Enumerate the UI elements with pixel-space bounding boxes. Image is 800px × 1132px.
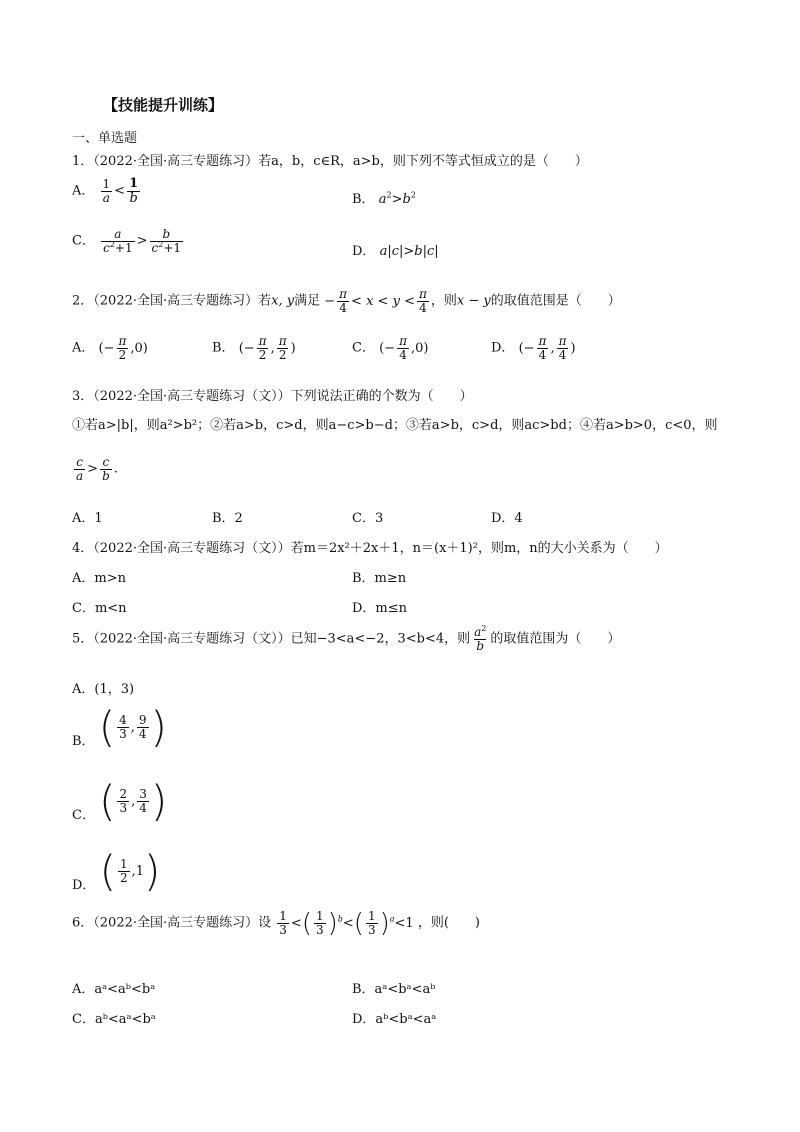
option-label: C． [72, 807, 95, 823]
q2-optA-expr: (− $\frac{\pi}{2}$ ,0) [98, 334, 148, 362]
option-label: C． [352, 340, 375, 356]
q4-option-a[interactable]: A．m>n [72, 571, 126, 586]
q1-optD-expr: a|c|>b|c| [379, 244, 439, 259]
q2-mid: 满足 [294, 293, 321, 309]
option-label: A． [72, 340, 95, 356]
q2-prefix: 2．（2022·全国·高三专题练习）若 [72, 293, 272, 309]
q2-vars: x, y [271, 293, 295, 309]
q2-option-d[interactable] [491, 335, 576, 361]
q3-option-c[interactable]: C．3 [352, 511, 384, 526]
q6-option-c[interactable]: C．aᵇ<aᵃ<bᵃ [72, 1012, 156, 1027]
q5-optB-expr: ( $\frac{4}{3}$ , $\frac{9}{4}$ ) [98, 702, 167, 751]
question-4-stem: 4．（2022·全国·高三专题练习（文））若m＝2x²＋2x＋1，n＝(x＋1)²，则m，n的大小关系为（ ） [72, 541, 668, 556]
q2-optC-expr: (− $\frac{\pi}{4}$ ,0) [379, 334, 429, 362]
question-3-body: ①若a>|b|，则a²>b²；②若a>b，c>d，则a−c>b−d；③若a>b，c>d，则ac>bd；④若a>b>0，c<0，则 [72, 418, 718, 433]
q5-optD-expr: ( $\frac{1}{2}$ ,1) [99, 846, 161, 895]
q6-option-d[interactable]: D．aᵇ<bᵃ<aᵃ [352, 1012, 437, 1027]
question-3-tail: $\frac{c}{a}$ > $\frac{c}{b}$ . [76, 455, 118, 483]
q1-optB-expr: $a^2>b^2$ [378, 190, 416, 207]
q3-option-a[interactable]: A．1 [72, 511, 103, 526]
page-title: 【技能提升训练】 [103, 96, 224, 114]
option-label: C． [72, 233, 95, 249]
q1-option-d[interactable] [352, 240, 439, 259]
q2-optD-expr: (− $\frac{\pi}{4}$ , $\frac{\pi}{4}$ ) [518, 334, 576, 362]
q2-optB-expr: (− $\frac{\pi}{2}$ , $\frac{\pi}{2}$ ) [238, 334, 296, 362]
q5-prefix: 5．（2022·全国·高三专题练习（文））已知−3<a<−2，3<b<4，则 [72, 631, 471, 647]
fraction-1-over-a: $\frac{1}{a}$ [102, 177, 111, 205]
fraction-a-over-c2plus1: $\frac{a}{c^2+1}$ [103, 227, 133, 255]
q2-target: x − y [456, 293, 491, 309]
q2-option-c[interactable] [352, 335, 428, 361]
option-label: D． [352, 244, 376, 259]
q4-option-d[interactable]: D．m≤n [352, 601, 408, 616]
q2-condition: − $\frac{\pi}{4}$ < x < y < $\frac{\pi}{4}$ [324, 287, 427, 315]
q1-option-a[interactable]: A． $\frac{1}{a}$ < $\frac{1}{b}$ [72, 176, 139, 206]
q5-suffix: 的取值范围为（ ） [490, 631, 621, 647]
q2-suffix: ，则 [430, 293, 457, 309]
q3-option-b[interactable]: B．2 [212, 511, 243, 526]
section-heading: 一、单选题 [72, 131, 138, 146]
question-1-stem: 1．（2022·全国·高三专题练习）若a，b，c∈R，a>b，则下列不等式恒成立的是（ ） [72, 154, 588, 169]
fraction-1-over-b: $\frac{1}{b}$ [129, 176, 139, 206]
q5-option-d[interactable] [72, 846, 161, 895]
question-3-stem: 3．（2022·全国·高三专题练习（文））下列说法正确的个数为（ ） [72, 389, 473, 404]
fraction-a2-over-b: $\frac{a^2}{b}$ [474, 624, 487, 653]
q6-option-a[interactable]: A．aᵃ<aᵇ<bᵃ [72, 982, 156, 997]
option-label: D． [72, 877, 96, 893]
option-label: D． [491, 340, 515, 356]
option-label: A． [72, 183, 95, 199]
q1-option-b[interactable] [352, 188, 416, 207]
q2-option-b[interactable] [212, 335, 296, 361]
q6-prefix: 6．（2022·全国·高三专题练习）设 [72, 915, 272, 931]
q2-end: 的取值范围是（ ） [490, 293, 621, 309]
q5-option-c[interactable] [72, 776, 168, 825]
option-label: B． [352, 192, 375, 207]
q4-option-b[interactable]: B．m≥n [352, 571, 407, 586]
option-label: B． [72, 733, 95, 749]
question-5-stem [72, 626, 620, 652]
q2-option-a[interactable] [72, 335, 148, 361]
q6-option-b[interactable]: B．aᵃ<bᵃ<aᵇ [352, 982, 436, 997]
q6-suffix: ，则( ) [417, 915, 480, 931]
q6-expr: $\frac{1}{3}$ <( $\frac{1}{3}$ )$^b$<( $\frac{1}{3}$ )$^a$<1 [279, 908, 418, 939]
q3-option-d[interactable]: D．4 [491, 511, 523, 526]
option-label: B． [212, 340, 235, 356]
q5-option-b[interactable] [72, 702, 167, 751]
q1-option-c[interactable]: C． $\frac{a}{c^2+1}$ > $\frac{b}{c^2+1}$ [72, 227, 182, 255]
question-2-stem [72, 288, 621, 314]
q5-optC-expr: ( $\frac{2}{3}$ , $\frac{3}{4}$ ) [99, 776, 168, 825]
q5-option-a[interactable]: A．(1，3) [72, 682, 135, 697]
question-6-stem [72, 908, 480, 939]
fraction-b-over-c2plus1: $\frac{b}{c^2+1}$ [151, 227, 182, 255]
q4-option-c[interactable]: C．m<n [72, 601, 127, 616]
